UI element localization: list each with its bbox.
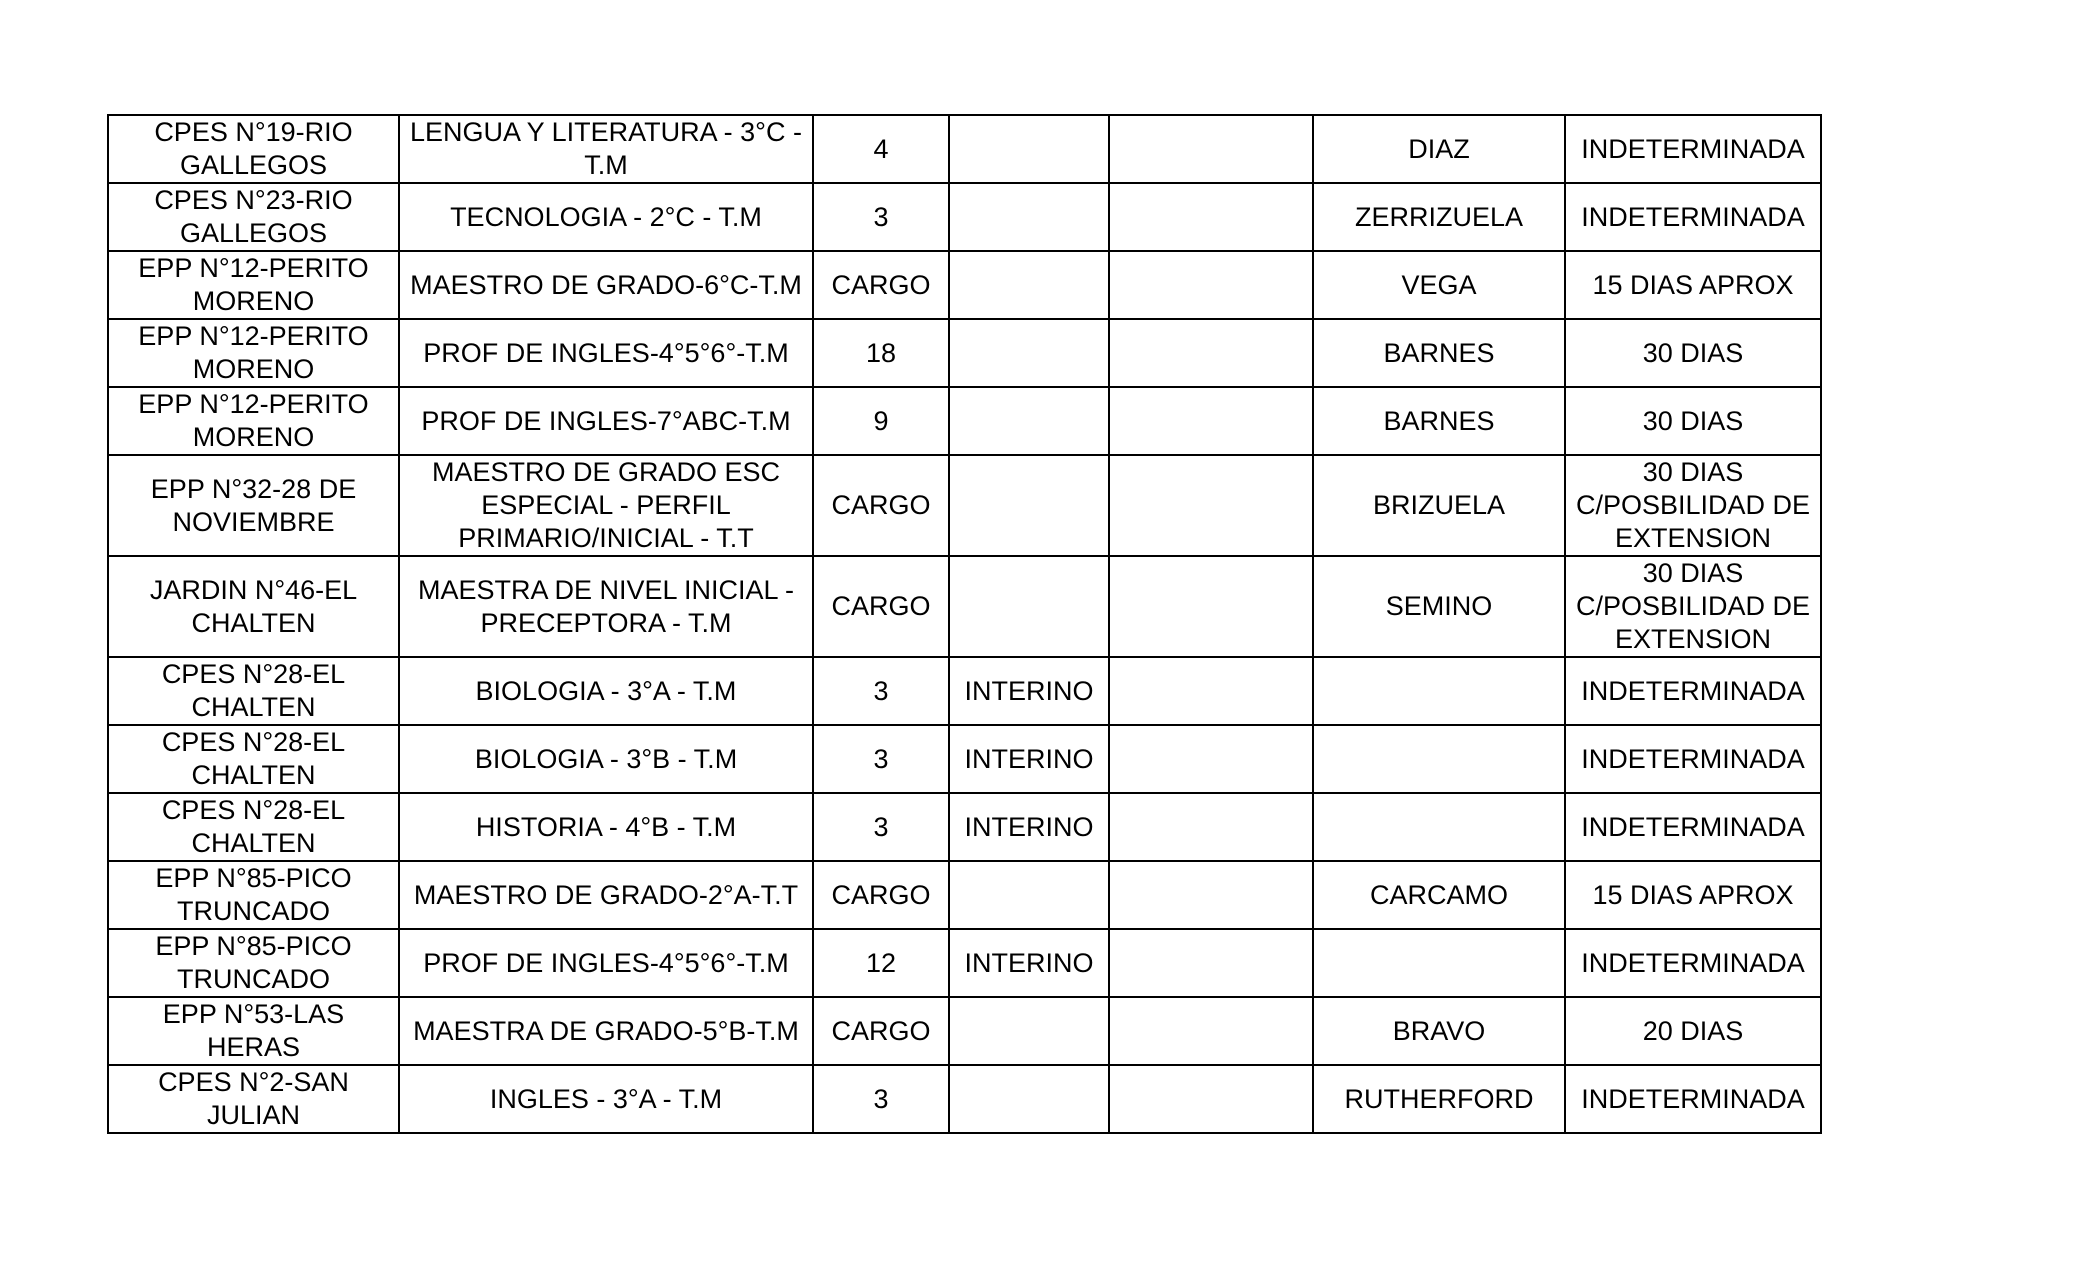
table-row <box>108 793 1821 861</box>
status-cell <box>949 319 1109 387</box>
table-row <box>108 319 1821 387</box>
empty-cell <box>1109 1065 1313 1133</box>
school-cell: EPP N°12-PERITO MORENO <box>108 387 399 455</box>
table-row <box>108 183 1821 251</box>
empty-cell <box>1109 455 1313 556</box>
replaces-cell: RUTHERFORD <box>1313 1065 1565 1133</box>
status-cell: INTERINO <box>949 725 1109 793</box>
status-cell <box>949 115 1109 183</box>
empty-cell <box>1109 183 1313 251</box>
position-cell: MAESTRA DE GRADO-5°B-T.M <box>399 997 813 1065</box>
position-cell: INGLES - 3°A - T.M <box>399 1065 813 1133</box>
hours-cell: CARGO <box>813 997 949 1065</box>
hours-cell: 3 <box>813 183 949 251</box>
hours-cell: CARGO <box>813 556 949 657</box>
table-row <box>108 455 1821 556</box>
table-row <box>108 387 1821 455</box>
replaces-cell <box>1313 725 1565 793</box>
duration-cell: 15 DIAS APROX <box>1565 251 1821 319</box>
status-cell <box>949 997 1109 1065</box>
empty-cell <box>1109 251 1313 319</box>
table-row <box>108 251 1821 319</box>
duration-cell: INDETERMINADA <box>1565 183 1821 251</box>
position-cell: MAESTRA DE NIVEL INICIAL - PRECEPTORA - T.M <box>399 556 813 657</box>
replaces-cell: VEGA <box>1313 251 1565 319</box>
school-cell: EPP N°53-LAS HERAS <box>108 997 399 1065</box>
status-cell <box>949 1065 1109 1133</box>
vacancies-table <box>107 114 1822 1134</box>
empty-cell <box>1109 861 1313 929</box>
replaces-cell: DIAZ <box>1313 115 1565 183</box>
replaces-cell <box>1313 793 1565 861</box>
school-cell: CPES N°19-RIO GALLEGOS <box>108 115 399 183</box>
position-cell: LENGUA Y LITERATURA - 3°C - T.M <box>399 115 813 183</box>
status-cell: INTERINO <box>949 929 1109 997</box>
table-row <box>108 1065 1821 1133</box>
school-cell: EPP N°85-PICO TRUNCADO <box>108 929 399 997</box>
replaces-cell <box>1313 929 1565 997</box>
duration-cell: INDETERMINADA <box>1565 657 1821 725</box>
table-row <box>108 997 1821 1065</box>
replaces-cell: CARCAMO <box>1313 861 1565 929</box>
position-cell: TECNOLOGIA - 2°C - T.M <box>399 183 813 251</box>
position-cell: MAESTRO DE GRADO-6°C-T.M <box>399 251 813 319</box>
position-cell: BIOLOGIA - 3°A - T.M <box>399 657 813 725</box>
duration-cell: INDETERMINADA <box>1565 115 1821 183</box>
empty-cell <box>1109 657 1313 725</box>
school-cell: CPES N°2-SAN JULIAN <box>108 1065 399 1133</box>
hours-cell: CARGO <box>813 455 949 556</box>
school-cell: CPES N°28-EL CHALTEN <box>108 725 399 793</box>
table-row <box>108 115 1821 183</box>
school-cell: CPES N°28-EL CHALTEN <box>108 657 399 725</box>
status-cell: INTERINO <box>949 793 1109 861</box>
hours-cell: 3 <box>813 1065 949 1133</box>
table-row <box>108 725 1821 793</box>
replaces-cell: BARNES <box>1313 319 1565 387</box>
position-cell: MAESTRO DE GRADO-2°A-T.T <box>399 861 813 929</box>
duration-cell: 20 DIAS <box>1565 997 1821 1065</box>
empty-cell <box>1109 725 1313 793</box>
position-cell: BIOLOGIA - 3°B - T.M <box>399 725 813 793</box>
hours-cell: 12 <box>813 929 949 997</box>
replaces-cell <box>1313 657 1565 725</box>
duration-cell: INDETERMINADA <box>1565 725 1821 793</box>
hours-cell: 3 <box>813 725 949 793</box>
school-cell: EPP N°85-PICO TRUNCADO <box>108 861 399 929</box>
hours-cell: 3 <box>813 657 949 725</box>
duration-cell: 30 DIAS <box>1565 319 1821 387</box>
duration-cell: INDETERMINADA <box>1565 793 1821 861</box>
table-body <box>108 115 1821 1133</box>
duration-cell: 30 DIAS <box>1565 387 1821 455</box>
empty-cell <box>1109 387 1313 455</box>
duration-cell: INDETERMINADA <box>1565 1065 1821 1133</box>
replaces-cell: SEMINO <box>1313 556 1565 657</box>
empty-cell <box>1109 793 1313 861</box>
status-cell: INTERINO <box>949 657 1109 725</box>
hours-cell: 3 <box>813 793 949 861</box>
empty-cell <box>1109 929 1313 997</box>
status-cell <box>949 861 1109 929</box>
table-row <box>108 929 1821 997</box>
position-cell: HISTORIA - 4°B - T.M <box>399 793 813 861</box>
status-cell <box>949 183 1109 251</box>
empty-cell <box>1109 319 1313 387</box>
empty-cell <box>1109 115 1313 183</box>
table-row <box>108 556 1821 657</box>
school-cell: EPP N°12-PERITO MORENO <box>108 319 399 387</box>
hours-cell: 4 <box>813 115 949 183</box>
position-cell: PROF DE INGLES-4°5°6°-T.M <box>399 319 813 387</box>
duration-cell: 30 DIAS C/POSBILIDAD DE EXTENSION <box>1565 556 1821 657</box>
school-cell: CPES N°28-EL CHALTEN <box>108 793 399 861</box>
position-cell: PROF DE INGLES-4°5°6°-T.M <box>399 929 813 997</box>
status-cell <box>949 455 1109 556</box>
status-cell <box>949 251 1109 319</box>
school-cell: JARDIN N°46-EL CHALTEN <box>108 556 399 657</box>
hours-cell: CARGO <box>813 861 949 929</box>
hours-cell: 9 <box>813 387 949 455</box>
table-row <box>108 861 1821 929</box>
position-cell: PROF DE INGLES-7°ABC-T.M <box>399 387 813 455</box>
replaces-cell: BARNES <box>1313 387 1565 455</box>
hours-cell: 18 <box>813 319 949 387</box>
empty-cell <box>1109 556 1313 657</box>
replaces-cell: BRAVO <box>1313 997 1565 1065</box>
duration-cell: INDETERMINADA <box>1565 929 1821 997</box>
status-cell <box>949 556 1109 657</box>
duration-cell: 15 DIAS APROX <box>1565 861 1821 929</box>
hours-cell: CARGO <box>813 251 949 319</box>
school-cell: EPP N°12-PERITO MORENO <box>108 251 399 319</box>
replaces-cell: ZERRIZUELA <box>1313 183 1565 251</box>
duration-cell: 30 DIAS C/POSBILIDAD DE EXTENSION <box>1565 455 1821 556</box>
table-row <box>108 657 1821 725</box>
school-cell: EPP N°32-28 DE NOVIEMBRE <box>108 455 399 556</box>
position-cell: MAESTRO DE GRADO ESC ESPECIAL - PERFIL PRIMARIO/INICIAL - T.T <box>399 455 813 556</box>
replaces-cell: BRIZUELA <box>1313 455 1565 556</box>
empty-cell <box>1109 997 1313 1065</box>
status-cell <box>949 387 1109 455</box>
school-cell: CPES N°23-RIO GALLEGOS <box>108 183 399 251</box>
